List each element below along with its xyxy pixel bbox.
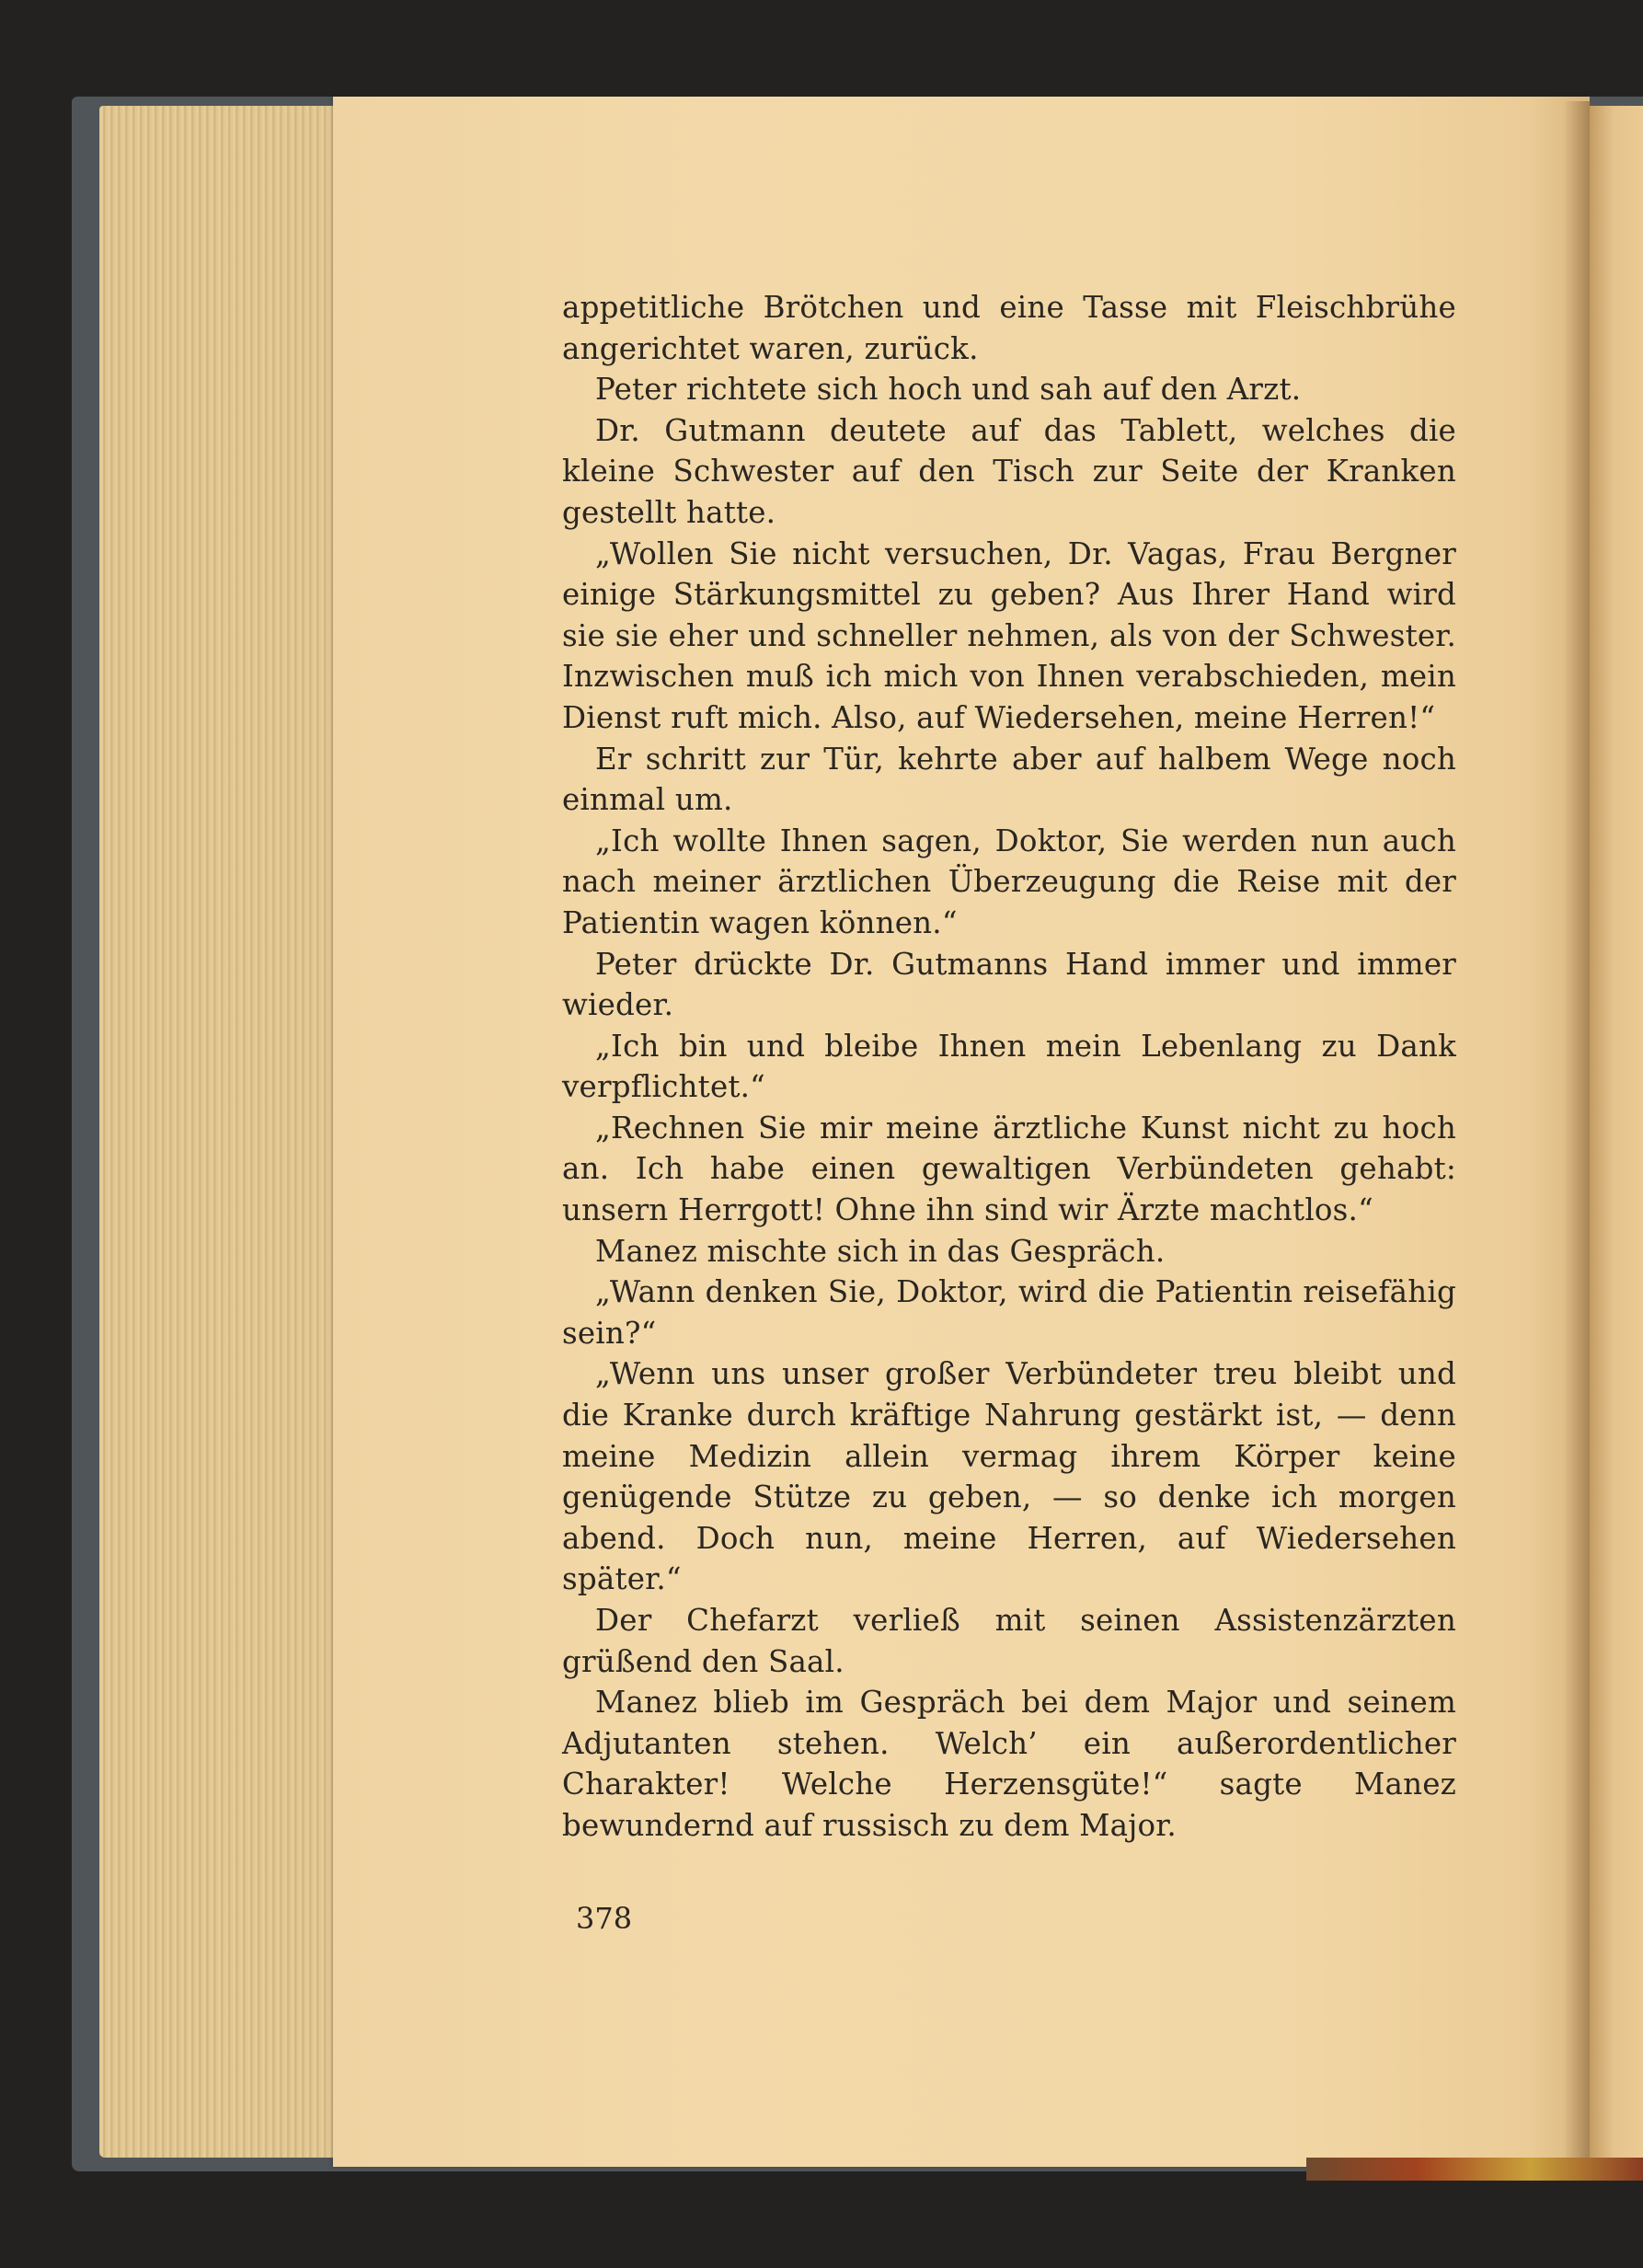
paragraph: „Ich bin und bleibe Ihnen mein Lebenlang zu Dank verpflichtet.“ — [562, 1028, 1456, 1105]
paragraph: „Wann denken Sie, Doktor, wird die Patientin reisefähig sein?“ — [562, 1274, 1456, 1351]
binding-strip — [1306, 2158, 1643, 2181]
paragraph: appetitliche Brötchen und eine Tasse mit Fleischbrühe angerichtet waren, zurück. — [562, 290, 1456, 366]
paragraph: Er schritt zur Tür, kehrte aber auf halbem Wege noch einmal um. — [562, 741, 1456, 818]
paragraph: „Rechnen Sie mir meine ärztliche Kunst nicht zu hoch an. Ich habe einen gewaltigen Verbündeten gehabt: unsern Herrgott! Ohne ihn sind wir Ärzte machtlos.“ — [562, 1110, 1456, 1228]
paragraph: Peter richtete sich hoch und sah auf den Arzt. — [595, 372, 1302, 408]
paragraph: Dr. Gutmann deutete auf das Tablett, welches die kleine Schwester auf den Tisch zur Seite der Kranken gestellt hatte. — [562, 412, 1456, 530]
page-edges — [99, 106, 340, 2158]
body-text — [562, 287, 1456, 1847]
paragraph: Peter drückte Dr. Gutmanns Hand immer und immer wieder. — [562, 946, 1456, 1023]
paragraph: „Wenn uns unser großer Verbündeter treu bleibt und die Kranke durch kräftige Nahrung gestärkt ist, — denn meine Medizin allein vermag ihrem Körper keine genügende Stütze zu geben, — so denke ich morgen abend. Doch nun, meine Herren, auf Wiedersehen später.“ — [562, 1356, 1456, 1597]
paragraph: Manez blieb im Gespräch bei dem Major und seinem Adjutanten stehen. Welch’ ein außerordentlicher Charakter! Welche Herzensgüte!“ sagte Manez bewundernd auf russisch zu dem Major. — [562, 1685, 1456, 1843]
paragraph: Der Chefarzt verließ mit seinen Assistenzärzten grüßend den Saal. — [562, 1603, 1456, 1679]
paragraph: „Wollen Sie nicht versuchen, Dr. Vagas, Frau Bergner einige Stärkungsmittel zu geben? Aus Ihrer Hand wird sie sie eher und schneller nehmen, als von der Schwester. Inzwischen muß ich mich von Ihnen verabschieden, mein Dienst ruft mich. Also, auf Wiedersehen, meine Herren!“ — [562, 535, 1456, 735]
paragraph: „Ich wollte Ihnen sagen, Doktor, Sie werden nun auch nach meiner ärztlichen Überzeugung die Reise mit der Patientin wagen können.“ — [562, 823, 1456, 940]
facing-page-edge — [1590, 106, 1643, 2167]
page-gutter-shadow — [1564, 101, 1591, 2167]
page-number: 378 — [576, 1901, 633, 1936]
paragraph: Manez mischte sich in das Gespräch. — [595, 1233, 1166, 1269]
